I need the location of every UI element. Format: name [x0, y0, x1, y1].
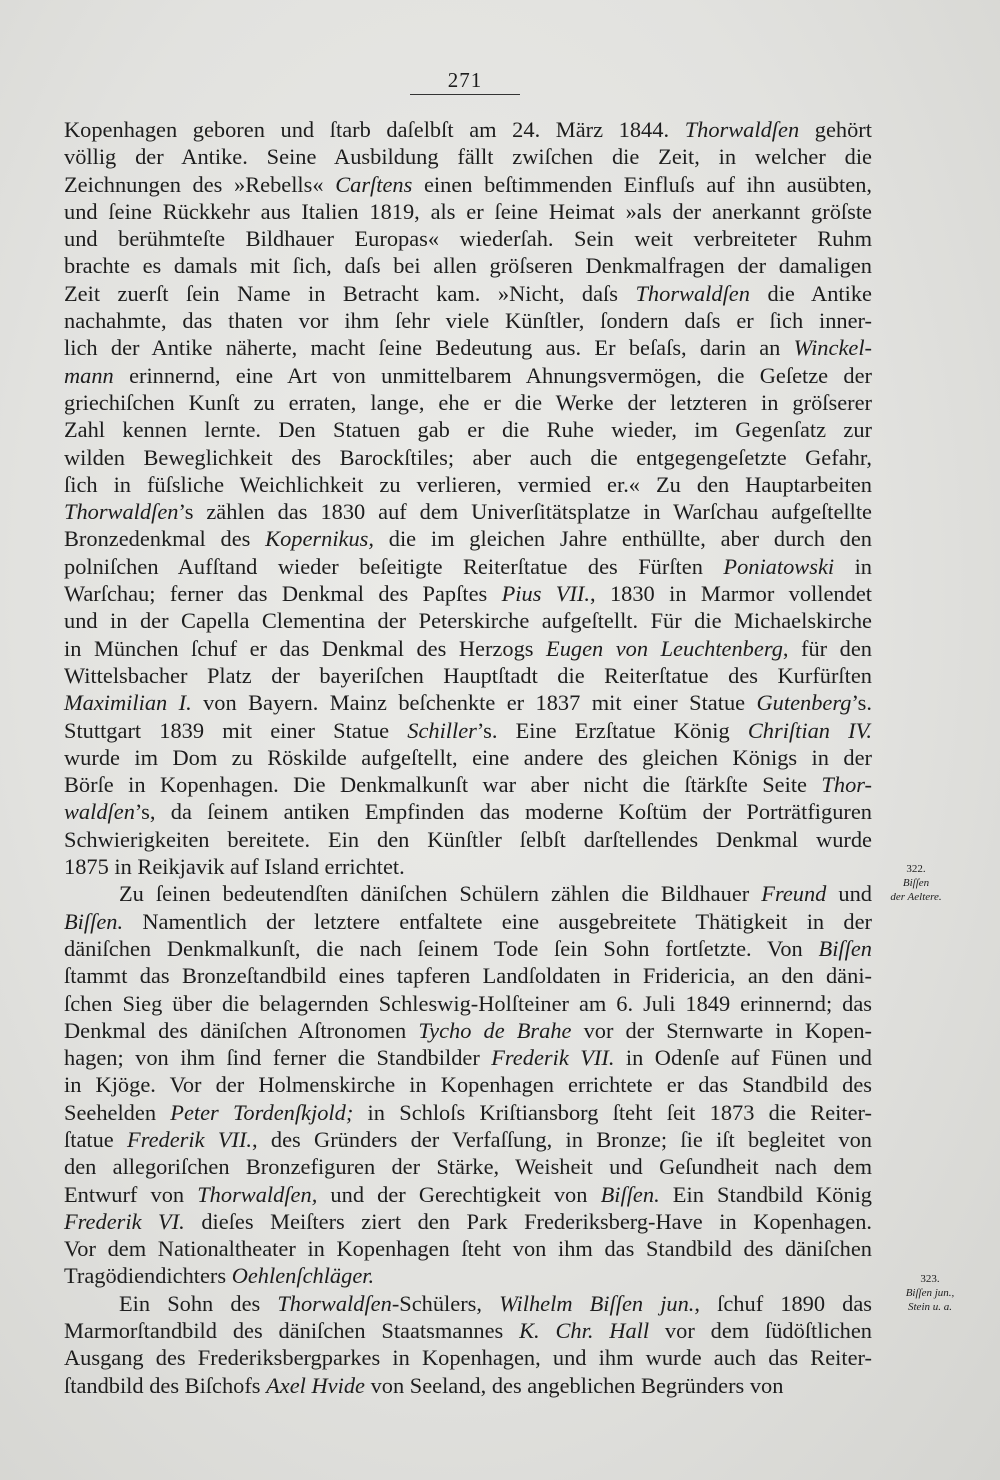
- text-line: [64, 143, 872, 170]
- text-line: [64, 116, 872, 143]
- text-line: [64, 1017, 872, 1044]
- italic-text: Thorwaldſen,: [197, 1181, 318, 1207]
- text-line: [64, 717, 872, 744]
- text-segment: wilden Beweglichkeit des Barockſtiles; aber auch die entgegengeſetzte Gefahr,: [64, 444, 872, 470]
- margin-note-number: 323.: [920, 1273, 940, 1285]
- italic-text: Kopernikus,: [265, 526, 374, 552]
- text-line: [64, 908, 872, 935]
- text-segment: däniſchen Denkmalkunſt, die nach ſeinem Tode ſein Sohn fortſetzte. Von: [64, 935, 819, 961]
- text-segment: wurde im Dom zu Röskilde aufgeſtellt, eine andere des gleichen Königs in der: [64, 744, 872, 770]
- italic-text: Thorwaldſen: [277, 1290, 392, 1316]
- text-segment: Ausgang des Frederiksbergparkes in Kopenhagen, und ihm wurde auch das Reiter-: [64, 1345, 872, 1371]
- italic-text: Tycho de Brahe: [418, 1017, 572, 1043]
- text-segment: Marmorſtandbild des däniſchen Staatsmannes: [64, 1318, 520, 1344]
- text-segment: und: [826, 881, 872, 907]
- text-segment: Börſe in Kopenhagen. Die Denkmalkunſt war aber nicht die ſtärkſte Seite: [64, 772, 822, 798]
- text-line: [64, 798, 872, 825]
- text-segment: Schwierigkeiten bereitete. Ein den Künſtler ſelbſt darſtellendes Denkmal wurde: [64, 826, 872, 852]
- margin-note-322: [866, 862, 966, 904]
- text-segment: und in der Capella Clementina der Peterskirche aufgeſtellt. Für die Michaelskirche: [64, 608, 872, 634]
- margin-note-line: Stein u. a.: [908, 1301, 952, 1313]
- text-line: [64, 1344, 872, 1371]
- text-segment: von Bayern. Mainz beſchenkte er 1837 mit einer Statue: [191, 690, 757, 716]
- text-line: [64, 1372, 872, 1399]
- text-segment: Seehelden: [64, 1099, 171, 1125]
- italic-text: Carſtens: [335, 171, 413, 197]
- text-segment: ’s zählen das 1830 auf dem Univerſitätsplatze in Warſchau aufgeſtellte: [178, 499, 872, 525]
- text-segment: in: [834, 553, 872, 579]
- text-segment: nachahmte, das thaten vor ihm ſehr viele Künſtler, ſondern daſs er ſich inner-: [64, 308, 872, 334]
- italic-text: K. Chr. Hall: [519, 1318, 650, 1344]
- text-line: [64, 498, 872, 525]
- text-segment: , des Gründers der Verfaſſung, in Bronze; ſie iſt begleitet von: [252, 1126, 872, 1152]
- italic-text: Frederik VI.: [64, 1208, 185, 1234]
- text-line: [64, 607, 872, 634]
- italic-text: Biſſen: [818, 935, 872, 961]
- text-segment: ’s.: [851, 690, 872, 716]
- text-segment: Bronzedenkmal des: [64, 526, 266, 552]
- italic-text: Biſſen.: [600, 1181, 660, 1207]
- italic-text: Frederik VII.: [491, 1045, 615, 1071]
- text-line: [64, 662, 872, 689]
- italic-text: Gutenberg: [756, 690, 852, 716]
- italic-text: Thorwaldſen: [635, 280, 750, 306]
- text-line: [64, 389, 872, 416]
- italic-text: Chriſtian IV.: [747, 717, 872, 743]
- italic-text: Freund: [761, 881, 827, 907]
- text-line: [64, 962, 872, 989]
- text-line: [64, 252, 872, 279]
- text-line: [64, 198, 872, 225]
- italic-text: Thorwaldſen: [684, 117, 800, 142]
- text-segment: die Antike: [749, 280, 872, 306]
- text-line: [64, 471, 872, 498]
- text-line: [64, 853, 872, 880]
- text-segment: ’s, da ſeinem antiken Empfinden das moderne Koſtüm der Porträtfiguren: [134, 799, 872, 825]
- text-segment: brachte es damals mit ſich, daſs bei allen gröſseren Denkmalfragen der damaligen: [64, 253, 872, 279]
- text-line: [64, 1126, 872, 1153]
- text-segment: in München ſchuf er das Denkmal des Herzogs: [64, 635, 547, 661]
- text-line: [64, 334, 872, 361]
- text-line: [64, 525, 872, 552]
- text-segment: vor der Sternwarte in Kopen-: [571, 1017, 872, 1043]
- text-line: [64, 635, 872, 662]
- text-segment: Warſchau; ferner das Denkmal des Papſtes: [64, 581, 502, 607]
- italic-text: waldſen: [64, 799, 135, 825]
- text-segment: hagen; von ihm ſind ferner die Standbilder: [64, 1045, 492, 1071]
- italic-text: mann: [64, 362, 114, 388]
- text-segment: Stuttgart 1839 mit einer Statue: [64, 717, 408, 743]
- text-segment: , ſchuf 1890 das: [694, 1290, 873, 1316]
- text-segment: ſtatue: [64, 1126, 128, 1152]
- text-segment: Zu ſeinen bedeutendſten däniſchen Schülern zählen die Bildhauer: [119, 881, 762, 907]
- text-line: [64, 1181, 872, 1208]
- italic-text: Poniatowski: [723, 553, 835, 579]
- text-segment: die im gleichen Jahre enthüllte, aber durch den: [373, 526, 872, 552]
- page-number-rule: [410, 94, 520, 95]
- text-segment: ſtandbild des Biſchofs: [64, 1372, 267, 1398]
- text-segment: ſich in füſsliche Weichlichkeit zu verlieren, vermied er.« Zu den Hauptarbeiten: [64, 471, 872, 497]
- italic-text: Oehlenſchläger.: [231, 1263, 375, 1289]
- text-line: [64, 580, 872, 607]
- text-segment: vor dem ſüdöſtlichen: [649, 1318, 872, 1344]
- text-segment: , für den: [782, 635, 873, 661]
- text-segment: erinnernd, eine Art von unmittelbarem Ahnungsvermögen, die Geſetze der: [113, 362, 872, 388]
- text-segment: Zeit zuerſt ſein Name in Betracht kam. »Nicht, daſs: [64, 280, 636, 306]
- text-segment: -Schülers,: [391, 1290, 500, 1316]
- text-line: [64, 826, 872, 853]
- text-segment: völlig der Antike. Seine Ausbildung fällt zwiſchen die Zeit, in welcher die: [64, 144, 872, 170]
- text-segment: griechiſchen Kunſt zu erraten, lange, ehe er die Werke der letzteren in gröſserer: [64, 389, 872, 415]
- text-line: [64, 225, 872, 252]
- italic-text: Axel Hvide: [266, 1372, 365, 1398]
- text-line: [64, 1317, 872, 1344]
- text-line: [64, 771, 872, 798]
- text-segment: und berühmteſte Bildhauer Europas« wiederſah. Sein weit verbreiteter Ruhm: [64, 226, 872, 252]
- italic-text: Peter Tordenſkjold;: [170, 1099, 354, 1125]
- text-segment: Kopenhagen geboren und ſtarb daſelbſt am 24. März 1844.: [64, 117, 685, 142]
- text-line: [64, 1071, 872, 1098]
- text-line: [64, 880, 872, 907]
- text-line: [64, 1235, 872, 1262]
- italic-text: Maximilian I.: [64, 690, 192, 716]
- text-segment: Zahl kennen lernte. Den Statuen gab er die Ruhe wieder, im Gegenſatz zur: [64, 417, 872, 443]
- text-segment: dieſes Meiſters ziert den Park Frederiksberg-Have in Kopenhagen.: [184, 1208, 872, 1234]
- text-line: [64, 990, 872, 1017]
- text-segment: von Seeland, des angeblichen Begründers von: [364, 1372, 784, 1398]
- text-line: [64, 171, 872, 198]
- text-segment: Ein Standbild König: [659, 1181, 872, 1207]
- text-segment: ’s. Eine Erzſtatue König: [476, 717, 748, 743]
- text-segment: Zeichnungen des »Rebells«: [64, 171, 336, 197]
- text-line: [64, 1099, 872, 1126]
- text-line: [64, 416, 872, 443]
- text-line: [64, 1208, 872, 1235]
- margin-note-323: [880, 1272, 980, 1314]
- text-segment: , 1830 in Marmor vollendet: [589, 581, 872, 607]
- text-segment: polniſchen Aufſtand wieder beſeitigte Reiterſtatue des Fürſten: [64, 553, 724, 579]
- italic-text: Schiller: [407, 717, 477, 743]
- text-segment: 1875 in Reikjavik auf Island errichtet.: [64, 854, 405, 880]
- text-segment: in Odenſe auf Fünen und: [614, 1045, 872, 1071]
- italic-text: Frederik VII.: [127, 1126, 253, 1152]
- text-segment: ſchen Sieg über die belagernden Schleswig-Holſteiner am 6. Juli 1849 erinnernd; das: [64, 990, 872, 1016]
- italic-text: Eugen von Leuchtenberg: [546, 635, 783, 661]
- text-line: [64, 362, 872, 389]
- text-line: [64, 1290, 872, 1317]
- text-segment: Namentlich der letztere entfaltete eine ausgebreitete Thätigkeit in der: [123, 908, 872, 934]
- text-segment: und ſeine Rückkehr aus Italien 1819, als er ſeine Heimat »als der anerkannt gröſste: [64, 198, 872, 224]
- body-text: [64, 116, 872, 1399]
- margin-note-line: Biſſen: [902, 877, 930, 889]
- italic-text: Winckel-: [793, 335, 872, 361]
- text-line: [64, 935, 872, 962]
- text-segment: Entwurf von: [64, 1181, 198, 1207]
- margin-note-line: Biſſen jun.,: [905, 1287, 955, 1299]
- text-line: [64, 280, 872, 307]
- margin-note-number: 322.: [906, 863, 926, 875]
- text-segment: Denkmal des däniſchen Aſtronomen: [64, 1017, 419, 1043]
- text-line: [64, 553, 872, 580]
- text-line: [64, 1153, 872, 1180]
- italic-text: Thor-: [821, 772, 872, 798]
- text-segment: Tragödiendichters: [64, 1263, 232, 1289]
- text-segment: gehört: [799, 117, 872, 142]
- text-segment: in Schloſs Kriſtiansborg ſteht ſeit 1873 die Reiter-: [353, 1099, 872, 1125]
- text-segment: einen beſtimmenden Einfluſs auf ihn ausübten,: [412, 171, 872, 197]
- margin-note-line: der Aeltere.: [890, 891, 942, 903]
- text-segment: in Kjöge. Vor der Holmenskirche in Kopenhagen errichtete er das Standbild des: [64, 1072, 872, 1098]
- text-segment: lich der Antike näherte, macht ſeine Bedeutung aus. Er beſaſs, darin an: [64, 335, 794, 361]
- text-segment: Vor dem Nationaltheater in Kopenhagen ſteht von ihm das Standbild des däniſchen: [64, 1236, 872, 1262]
- text-line: [64, 444, 872, 471]
- page-number: 271: [447, 68, 483, 92]
- text-line: [64, 307, 872, 334]
- italic-text: Wilhelm Biſſen jun.: [499, 1290, 695, 1316]
- italic-text: Pius VII.: [501, 581, 590, 607]
- text-segment: den allegoriſchen Bronzefiguren der Stärke, Weisheit und Geſundheit nach dem: [64, 1154, 872, 1180]
- italic-text: Biſſen.: [64, 908, 124, 934]
- text-line: [64, 744, 872, 771]
- text-line: [64, 1044, 872, 1071]
- text-segment: und der Gerechtigkeit von: [317, 1181, 601, 1207]
- text-line: [64, 1262, 872, 1289]
- text-segment: Ein Sohn des: [119, 1290, 278, 1316]
- text-line: [64, 689, 872, 716]
- text-segment: Wittelsbacher Platz der bayeriſchen Hauptſtadt die Reiterſtatue des Kurfürſten: [64, 662, 872, 688]
- text-segment: ſtammt das Bronzeſtandbild eines tapferen Landſoldaten in Fridericia, an den däni-: [64, 963, 872, 989]
- italic-text: Thorwaldſen: [64, 499, 179, 525]
